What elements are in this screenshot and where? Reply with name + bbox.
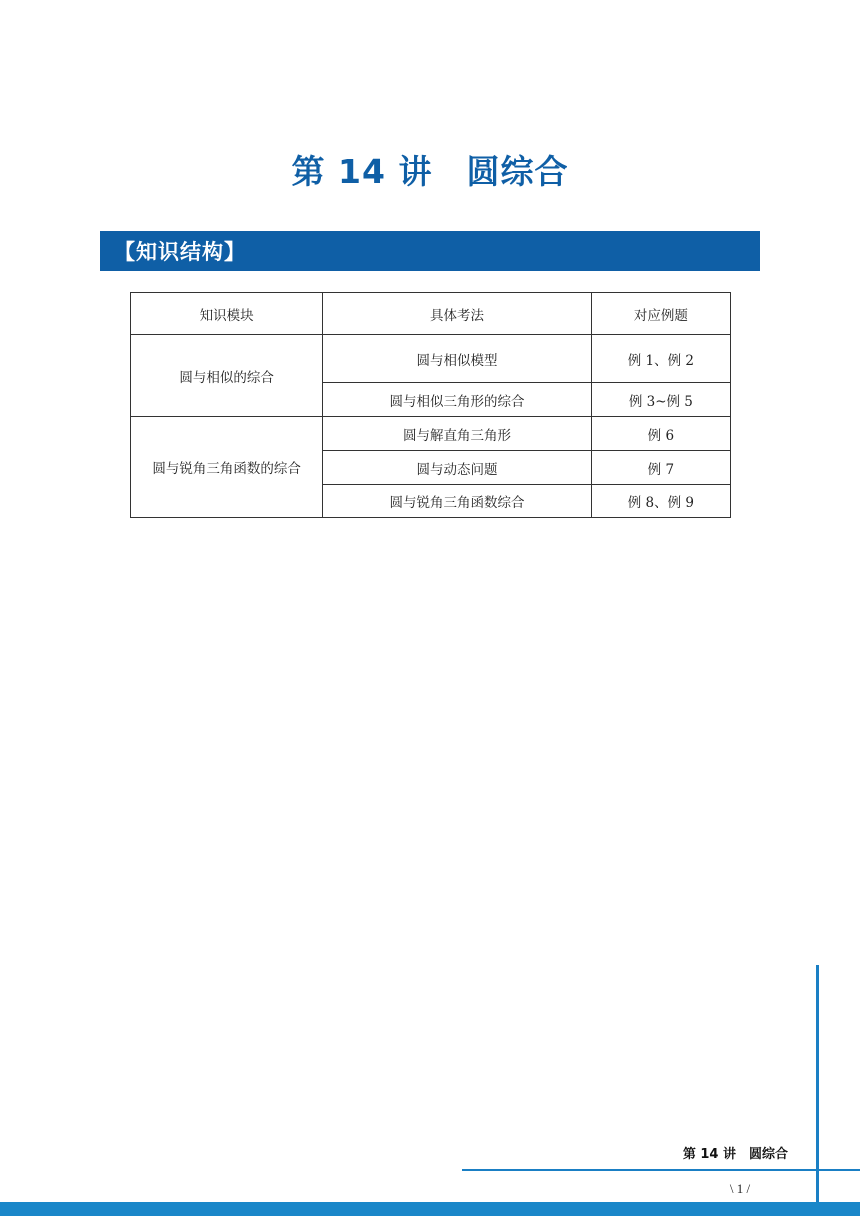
section-heading: 【知识结构】	[114, 240, 246, 264]
bottom-bar	[0, 1202, 860, 1216]
examples-cell: 例 6	[591, 417, 730, 451]
method-cell: 圆与解直角三角形	[323, 417, 591, 451]
method-cell: 圆与动态问题	[323, 451, 591, 485]
table-row	[131, 417, 731, 451]
header-module: 知识模块	[131, 293, 323, 335]
method-cell: 圆与锐角三角函数综合	[323, 485, 591, 518]
footer-rule	[462, 1169, 860, 1171]
module-cell: 圆与锐角三角函数的综合	[131, 417, 323, 518]
header-method: 具体考法	[323, 293, 591, 335]
method-cell: 圆与相似模型	[323, 335, 591, 383]
module-cell: 圆与相似的综合	[131, 335, 323, 417]
knowledge-structure-table	[130, 292, 731, 518]
table-row	[131, 335, 731, 383]
section-banner	[100, 231, 760, 271]
page-number: \ 1 /	[729, 1181, 751, 1196]
page-title: 第 14 讲 圆综合	[291, 152, 569, 191]
examples-cell: 例 3~例 5	[591, 383, 730, 417]
examples-cell: 例 7	[591, 451, 730, 485]
method-cell: 圆与相似三角形的综合	[323, 383, 591, 417]
examples-cell: 例 1、例 2	[591, 335, 730, 383]
examples-cell: 例 8、例 9	[591, 485, 730, 518]
header-examples: 对应例题	[591, 293, 730, 335]
table-header-row	[131, 293, 731, 335]
footer-title: 第 14 讲 圆综合	[682, 1147, 788, 1162]
